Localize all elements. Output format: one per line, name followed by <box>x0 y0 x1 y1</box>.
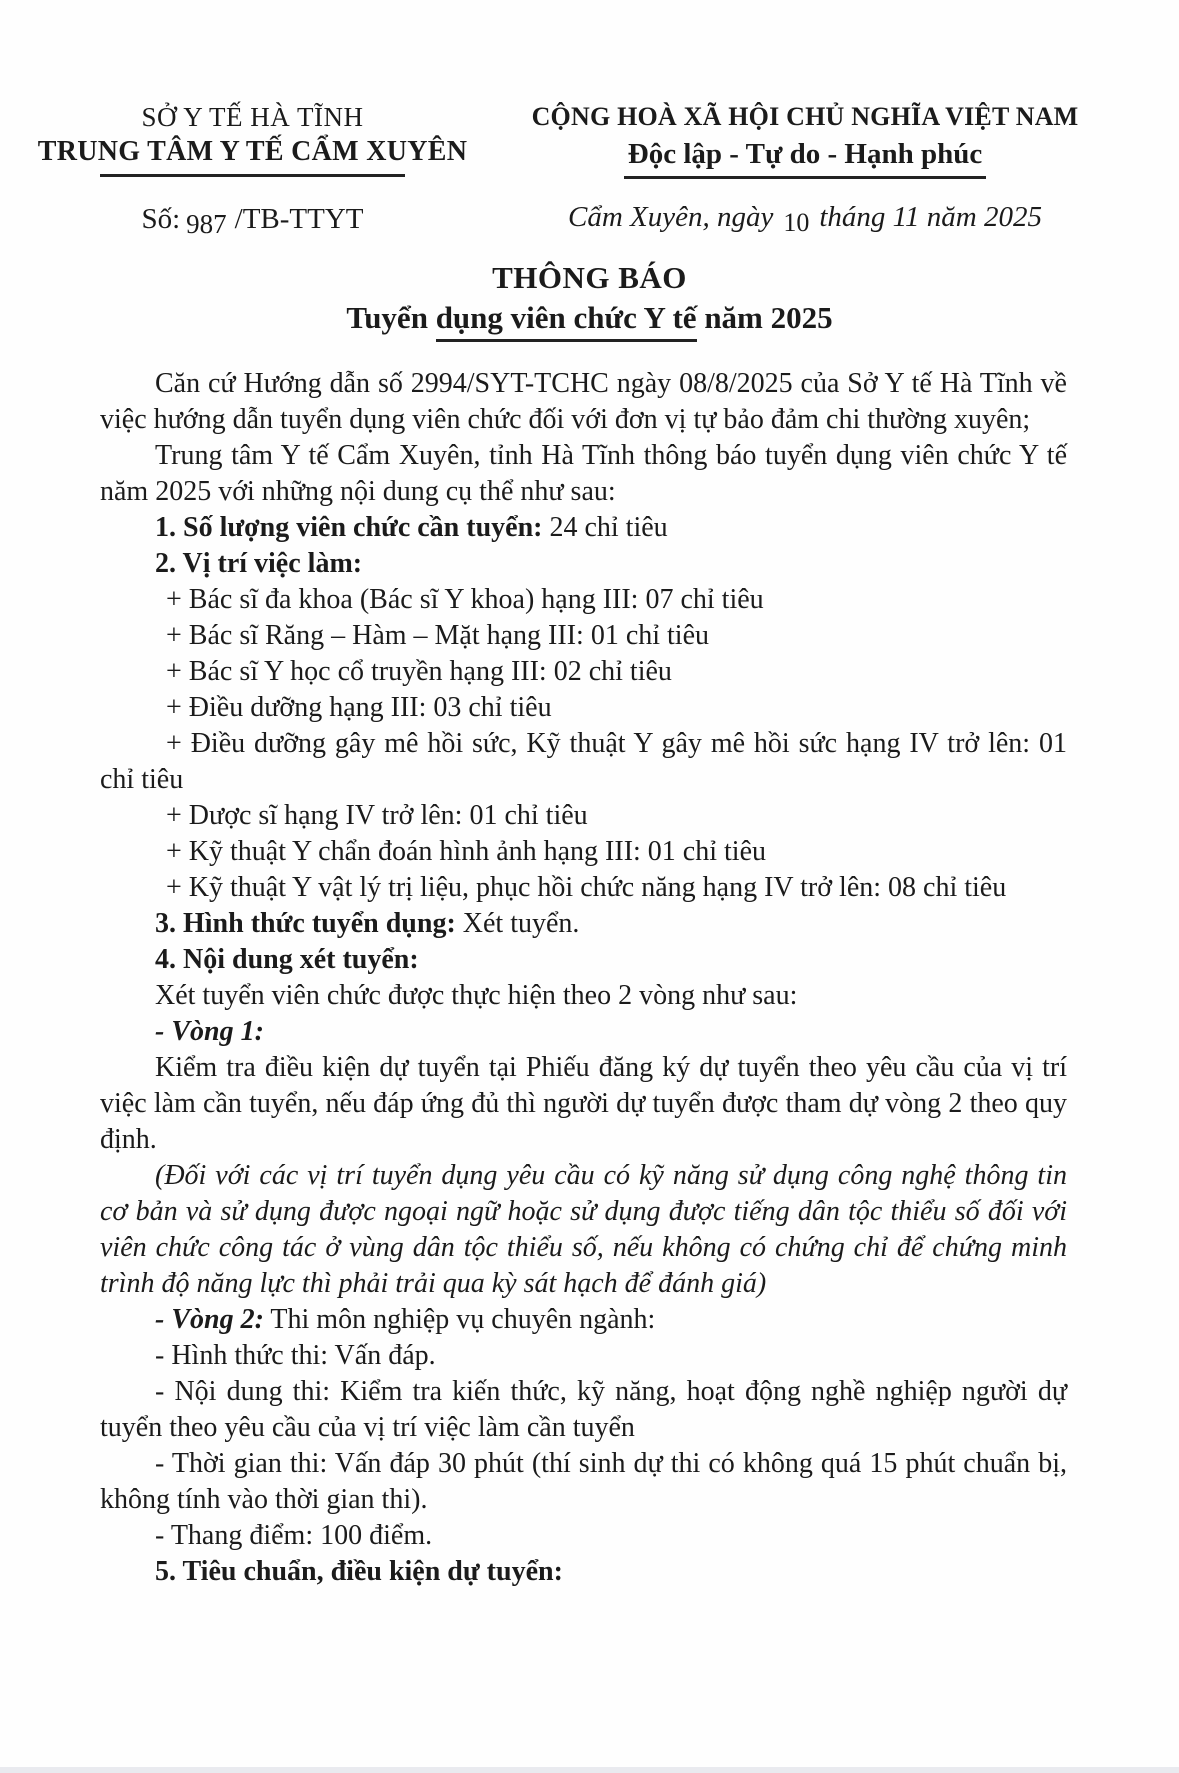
parent-org-name: SỞ Y TẾ HÀ TĨNH <box>141 102 364 132</box>
position-item: + Bác sĩ đa khoa (Bác sĩ Y khoa) hạng III: 07 chỉ tiêu <box>166 584 764 615</box>
org-name: TRUNG TÂM Y TẾ CẨM XUYÊN <box>37 136 468 167</box>
position-item: + Bác sĩ Y học cổ truyền hạng III: 02 chỉ tiêu <box>166 656 672 687</box>
section-4-heading <box>100 942 1067 978</box>
round-1-text: Kiểm tra điều kiện dự tuyển tại Phiếu đăng ký dự tuyển theo yêu cầu của vị trí việc làm cần tuyển, nếu đáp ứng đủ thì người dự tuyển được tham dự vòng 2 theo quy định. <box>100 1052 1067 1155</box>
org-name-underline <box>100 174 405 177</box>
national-motto-block <box>505 100 1105 236</box>
section-2-label: 2. Vị trí việc làm: <box>155 548 363 579</box>
paragraph-legal-basis: Căn cứ Hướng dẫn số 2994/SYT-TCHC ngày 08/8/2025 của Sở Y tế Hà Tĩnh về việc hướng dẫn tuyển dụng viên chức đối với đơn vị tự bảo đảm chi thường xuyên; <box>100 368 1067 435</box>
exam-content-line: - Nội dung thi: Kiểm tra kiến thức, kỹ năng, hoạt động nghề nghiệp người dự tuyển theo yêu cầu của vị trí việc làm cần tuyển <box>100 1376 1067 1443</box>
section-4-label: 4. Nội dung xét tuyển: <box>155 944 419 975</box>
date-day-value: 10 <box>783 208 810 237</box>
document-number-suffix: /TB-TTYT <box>234 203 364 235</box>
subtitle-post: năm 2025 <box>696 300 833 335</box>
round-2-heading <box>100 1302 1067 1338</box>
document-subtitle <box>0 300 1179 336</box>
round-1-label: - Vòng 1: <box>155 1016 264 1047</box>
subtitle-underlined: dụng viên chức Y tế <box>436 300 697 342</box>
section-5-label: 5. Tiêu chuẩn, điều kiện dự tuyển: <box>155 1556 563 1587</box>
national-motto: Độc lập - Tự do - Hạnh phúc <box>624 137 987 179</box>
section-1-label: 1. Số lượng viên chức cần tuyển: <box>155 512 543 543</box>
document-number-value: 987 <box>186 209 227 239</box>
round-1-heading <box>100 1014 1067 1050</box>
section-3-value: Xét tuyển. <box>455 908 580 939</box>
document-title-block <box>0 260 1179 336</box>
exam-format-line: - Hình thức thi: Vấn đáp. <box>155 1340 436 1371</box>
position-item: + Bác sĩ Răng – Hàm – Mặt hạng III: 01 chỉ tiêu <box>166 620 710 651</box>
exam-scale-line: - Thang điểm: 100 điểm. <box>155 1520 433 1551</box>
date-prefix: Cẩm Xuyên, ngày <box>568 201 774 233</box>
bottom-edge-strip <box>0 1767 1179 1773</box>
position-item: + Kỹ thuật Y vật lý trị liệu, phục hồi chức năng hạng IV trở lên: 08 chỉ tiêu <box>166 872 1007 903</box>
paragraph-intro: Trung tâm Y tế Cẩm Xuyên, tỉnh Hà Tĩnh thông báo tuyển dụng viên chức Y tế năm 2025 với những nội dung cụ thể như sau: <box>100 440 1067 507</box>
exam-time-line: - Thời gian thi: Vấn đáp 30 phút (thí sinh dự thi có không quá 15 phút chuẩn bị, không tính vào thời gian thi). <box>100 1448 1067 1515</box>
section-3-label: 3. Hình thức tuyển dụng: <box>155 908 456 939</box>
issuing-org-block <box>0 100 505 239</box>
section-1-quota <box>100 510 1067 546</box>
position-item: + Điều dưỡng hạng III: 03 chỉ tiêu <box>166 692 552 723</box>
position-item: + Kỹ thuật Y chẩn đoán hình ảnh hạng III: 01 chỉ tiêu <box>166 836 767 867</box>
document-title: THÔNG BÁO <box>492 260 687 295</box>
section-4-intro: Xét tuyển viên chức được thực hiện theo 2 vòng như sau: <box>155 980 798 1011</box>
place-date-line <box>505 201 1105 237</box>
round-2-text: Thi môn nghiệp vụ chuyên ngành: <box>263 1304 656 1335</box>
document-header <box>0 0 1179 239</box>
subtitle-pre: Tuyển <box>346 300 436 335</box>
round-2-label: - Vòng 2: <box>155 1304 264 1335</box>
section-2-heading <box>100 546 1067 582</box>
section-1-value: 24 chỉ tiêu <box>542 512 668 543</box>
position-item: + Điều dưỡng gây mê hồi sức, Kỹ thuật Y gây mê hồi sức hạng IV trở lên: 01 chỉ tiêu <box>100 728 1067 795</box>
document-body <box>100 366 1067 1590</box>
document-number <box>0 203 505 239</box>
document-number-label: Số: <box>141 203 181 235</box>
date-suffix: tháng 11 năm 2025 <box>819 201 1042 233</box>
note-certificates: (Đối với các vị trí tuyển dụng yêu cầu có kỹ năng sử dụng công nghệ thông tin cơ bản và sử dụng được ngoại ngữ hoặc sử dụng được tiếng dân tộc thiểu số đối với viên chức công tác ở vùng dân tộc thiểu số, nếu không có chứng chỉ để chứng minh trình độ năng lực thì phải trải qua kỳ sát hạch để đánh giá) <box>100 1160 1067 1299</box>
national-title: CỘNG HOÀ XÃ HỘI CHỦ NGHĨA VIỆT NAM <box>531 102 1079 131</box>
section-5-heading <box>100 1554 1067 1590</box>
position-item: + Dược sĩ hạng IV trở lên: 01 chỉ tiêu <box>166 800 588 831</box>
section-3-method <box>100 906 1067 942</box>
